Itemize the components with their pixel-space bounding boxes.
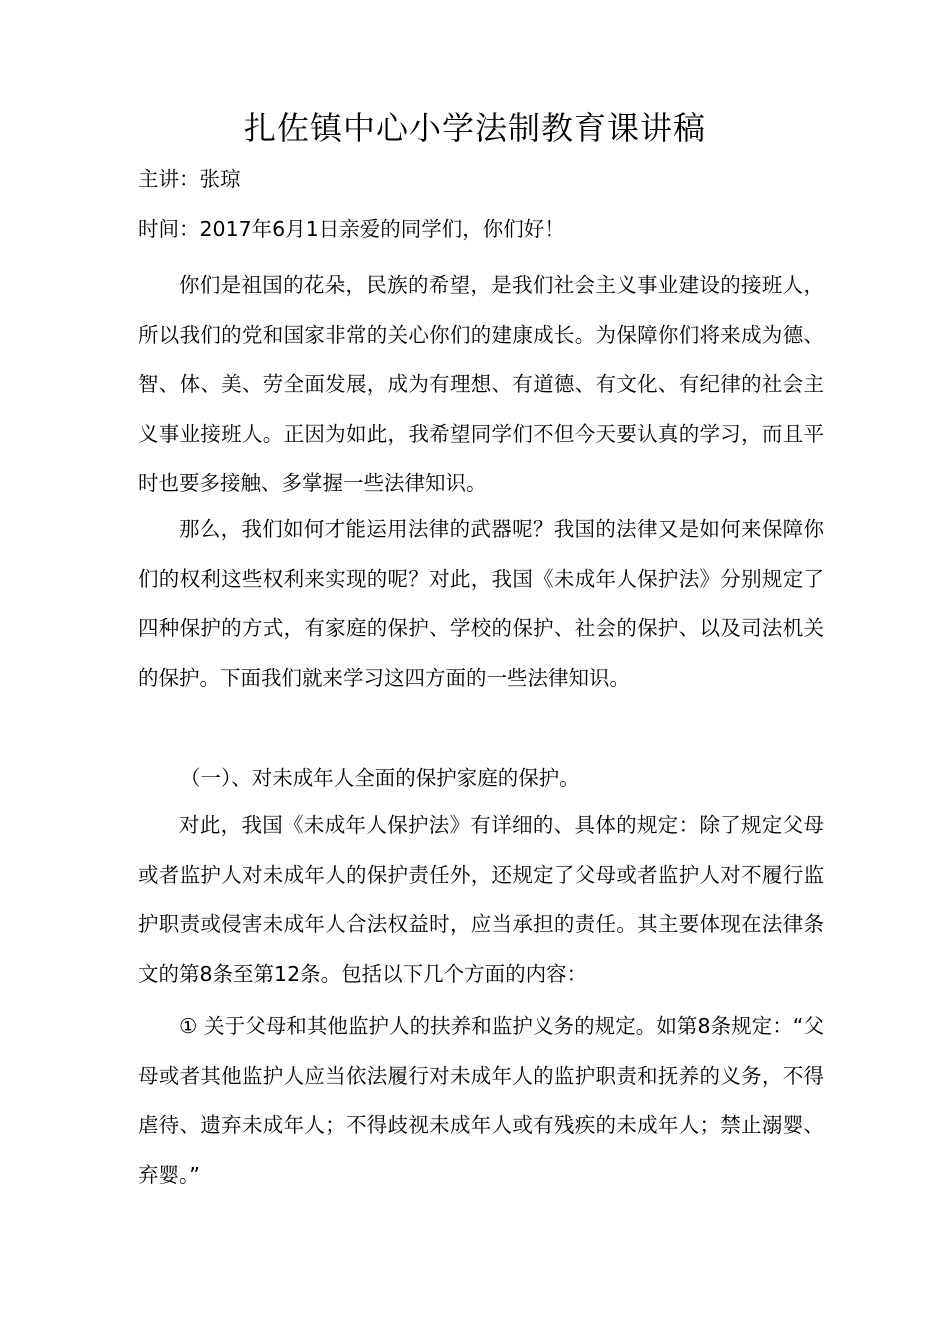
- section-heading-family-protection: （一）、对未成年人全面的保护家庭的保护。: [180, 766, 580, 790]
- speaker-line: 主讲：张琼: [138, 167, 241, 191]
- paragraph-protection-types: 那么，我们如何才能运用法律的武器呢？我国的法律又是如何来保障你们的权利这些权利来实现的呢？对此，我国《未成年人保护法》分别规定了四种保护的方式，有家庭的保护、学校的保护、社会的保护、以及司法机关的保护。下面我们就来学习这四方面的一些法律知识。: [138, 517, 824, 690]
- time-line: 时间：2017年6月1日亲爱的同学们，你们好！: [138, 217, 565, 241]
- paragraph-article-8: ① 关于父母和其他监护人的扶养和监护义务的规定。如第8条规定：“父母或者其他监护人应当依法履行对未成年人的监护职责和抚养的义务，不得虐待、遗弃未成年人；不得歧视未成年人或有残疾的未成年人；禁止溺婴、弃婴。”: [138, 1014, 824, 1187]
- document-title: 扎佐镇中心小学法制教育课讲稿: [243, 109, 706, 147]
- paragraph-intro: 你们是祖国的花朵，民族的希望，是我们社会主义事业建设的接班人，所以我们的党和国家非常的关心你们的建康成长。为保障你们将来成为德、智、体、美、劳全面发展，成为有理想、有道德、有文化、有纪律的社会主义事业接班人。正因为如此，我希望同学们不但今天要认真的学习，而且平时也要多接触、多掌握一些法律知识。: [138, 273, 824, 495]
- paragraph-family-protection: 对此，我国《未成年人保护法》有详细的、具体的规定：除了规定父母或者监护人对未成年人的保护责任外，还规定了父母或者监护人对不履行监护职责或侵害未成年人合法权益时，应当承担的责任。其主要体现在法律条文的第8条至第12条。包括以下几个方面的内容：: [138, 813, 824, 986]
